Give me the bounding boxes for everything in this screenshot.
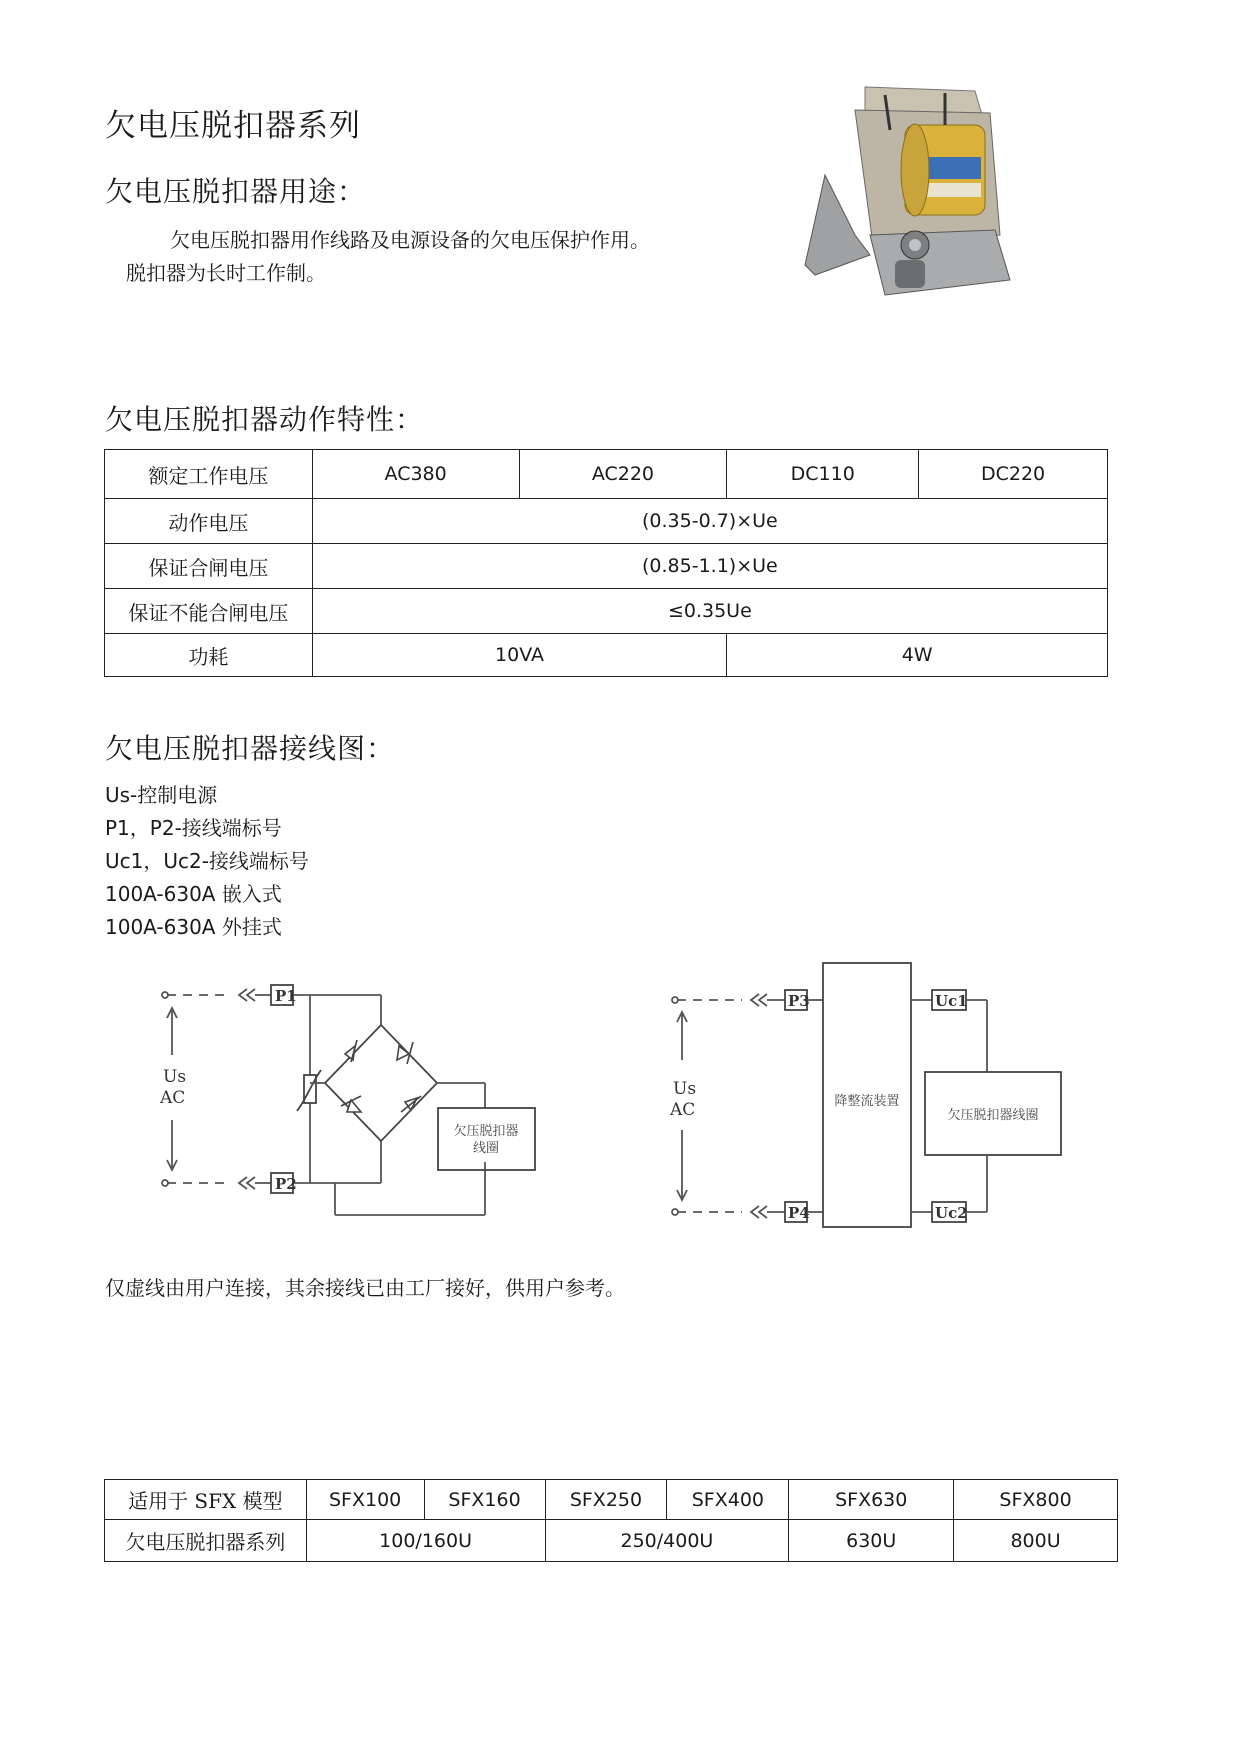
table-row [105, 589, 1108, 634]
cell-value: 4W [727, 634, 1108, 677]
cell-value: 10VA [312, 634, 727, 677]
series-cell: 100/160U [306, 1520, 545, 1562]
table-row [105, 499, 1108, 544]
model-cell: SFX630 [789, 1480, 954, 1520]
wiring-diagram-external [665, 960, 1070, 1235]
terminal-p1-label: P1 [275, 987, 297, 1005]
row-label: 功耗 [105, 634, 313, 677]
model-cell: SFX100 [306, 1480, 424, 1520]
table-row [105, 544, 1108, 589]
table-row [105, 450, 1108, 499]
legend-item: P1，P2-接线端标号 [105, 816, 282, 840]
series-cell: 800U [954, 1520, 1118, 1562]
cell-value: DC110 [727, 450, 919, 499]
table-row [105, 1520, 1118, 1562]
terminal-uc2-label: Uc2 [935, 1204, 968, 1222]
terminal-p4-label: P4 [788, 1204, 810, 1222]
cell-value: (0.35-0.7)×Ue [312, 499, 1107, 544]
characteristics-heading: 欠电压脱扣器动作特性： [105, 403, 425, 436]
model-cell: SFX800 [954, 1480, 1118, 1520]
model-cell: SFX160 [424, 1480, 545, 1520]
characteristics-table [104, 449, 1108, 677]
legend-item: 100A-630A 嵌入式 [105, 882, 282, 906]
page-title: 欠电压脱扣器系列 [105, 108, 361, 144]
series-cell: 630U [789, 1520, 954, 1562]
purpose-line-2: 脱扣器为长时工作制。 [126, 261, 326, 285]
coil-label: 欠压脱扣器线圈 [947, 1108, 1039, 1123]
us-label: Us [673, 1079, 697, 1099]
purpose-line-1: 欠电压脱扣器用作线路及电源设备的欠电压保护作用。 [170, 228, 650, 252]
series-cell: 250/400U [545, 1520, 789, 1562]
model-cell: SFX400 [667, 1480, 789, 1520]
coil-label-line1: 欠压脱扣器 [453, 1124, 519, 1139]
purpose-heading: 欠电压脱扣器用途： [105, 175, 367, 208]
legend-item: Us-控制电源 [105, 783, 218, 807]
terminal-p2-label: P2 [275, 1175, 297, 1193]
coil-label-line2: 线圈 [472, 1141, 500, 1156]
rectifier-label: 降整流装置 [834, 1094, 900, 1109]
wiring-diagram-embedded [155, 970, 545, 1240]
cell-value: AC380 [312, 450, 519, 499]
cell-value: ≤0.35Ue [312, 589, 1107, 634]
row-label: 保证合闸电压 [105, 544, 313, 589]
terminal-p3-label: P3 [788, 992, 810, 1010]
ac-label: AC [160, 1088, 186, 1108]
terminal-uc1-label: Uc1 [935, 992, 968, 1010]
row-label: 保证不能合闸电压 [105, 589, 313, 634]
cell-value: DC220 [919, 450, 1108, 499]
row-label: 额定工作电压 [105, 450, 313, 499]
wiring-note: 仅虚线由用户连接，其余接线已由工厂接好，供用户参考。 [105, 1276, 625, 1300]
row-label: 动作电压 [105, 499, 313, 544]
row-label: 欠电压脱扣器系列 [105, 1520, 307, 1562]
cell-value: AC220 [519, 450, 727, 499]
legend-item: 100A-630A 外挂式 [105, 915, 282, 939]
table-row [105, 634, 1108, 677]
ac-label: AC [670, 1100, 696, 1120]
product-photo [795, 85, 1035, 305]
us-label: Us [163, 1067, 187, 1087]
cell-value: (0.85-1.1)×Ue [312, 544, 1107, 589]
table-row [105, 1480, 1118, 1520]
legend-item: Uc1，Uc2-接线端标号 [105, 849, 309, 873]
row-label: 适用于 SFX 模型 [105, 1480, 307, 1520]
model-cell: SFX250 [545, 1480, 667, 1520]
models-table [104, 1479, 1118, 1562]
wiring-heading: 欠电压脱扣器接线图： [105, 732, 396, 765]
